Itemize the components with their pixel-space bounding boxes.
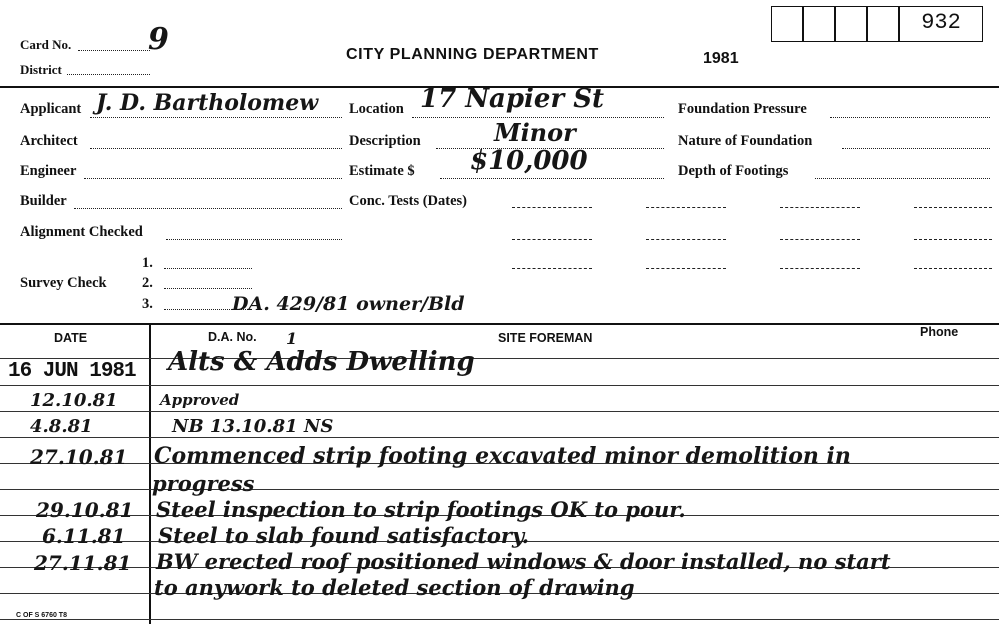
survey-item-3: 3.: [142, 296, 153, 312]
conc-test-blank: [646, 268, 726, 269]
district-label: District: [20, 62, 62, 77]
site-foreman-column-header: SITE FOREMAN: [498, 331, 593, 345]
log-rule: [0, 619, 999, 620]
log-entry-text: to anywork to deleted section of drawing: [154, 575, 635, 600]
depth-of-footings-line: [815, 178, 990, 179]
department-title: CITY PLANNING DEPARTMENT: [346, 46, 599, 63]
conc-test-blank: [780, 268, 860, 269]
foundation-pressure-label: Foundation Pressure: [678, 101, 807, 117]
card-no-label: Card No.: [20, 37, 72, 52]
number-box: [803, 6, 835, 42]
log-entry-date: 12.10.81: [30, 390, 118, 411]
log-entry-text: Approved: [160, 391, 240, 409]
conc-test-blank: [914, 207, 992, 208]
applicant-value: J. D. Bartholomew: [96, 90, 319, 116]
log-rule: [0, 358, 999, 359]
estimate-line: [440, 178, 664, 179]
description-value: Minor: [494, 118, 576, 147]
builder-label: Builder: [20, 193, 67, 209]
log-rule: [0, 411, 999, 412]
depth-of-footings-label: Depth of Footings: [678, 163, 789, 179]
log-entry-text: Steel inspection to strip footings OK to pour.: [156, 497, 686, 522]
survey-item-1: 1.: [142, 255, 153, 271]
location-value: 17 Napier St: [420, 84, 604, 114]
survey-line-2: [164, 288, 252, 289]
log-entry-text: Alts & Adds Dwelling: [168, 347, 475, 377]
engineer-line: [84, 178, 342, 179]
nature-of-foundation-line: [842, 148, 990, 149]
number-box: [835, 6, 867, 42]
log-entry-date: 6.11.81: [42, 524, 126, 548]
log-entry-text: NB 13.10.81 NS: [172, 416, 334, 437]
conc-test-blank: [512, 268, 592, 269]
card-no-line: [78, 50, 150, 51]
log-entry-date: 16 JUN 1981: [8, 360, 136, 383]
survey-item-2: 2.: [142, 275, 153, 291]
estimate-value: $10,000: [470, 146, 588, 176]
log-entry-text: Commenced strip footing excavated minor demolition in: [154, 443, 851, 469]
engineer-label: Engineer: [20, 163, 77, 179]
location-label: Location: [349, 101, 404, 117]
applicant-line: [90, 117, 342, 118]
log-entry-text: BW erected roof positioned windows & door installed, no start: [156, 549, 891, 574]
conc-test-blank: [780, 239, 860, 240]
number-box: [867, 6, 899, 42]
log-entry-date: 27.10.81: [30, 445, 128, 469]
conc-test-blank: [780, 207, 860, 208]
phone-column-header: Phone: [920, 325, 959, 339]
log-rule: [0, 437, 999, 438]
estimate-label: Estimate $: [349, 163, 415, 179]
conc-tests-label: Conc. Tests (Dates): [349, 193, 468, 209]
conc-test-blank: [646, 207, 726, 208]
architect-line: [90, 148, 342, 149]
district-line: [67, 74, 150, 75]
log-entry-text: progress: [152, 471, 255, 496]
conc-test-blank: [512, 239, 592, 240]
da-no-column-header: D.A. No.: [208, 330, 257, 344]
log-entry-text: Steel to slab found satisfactory.: [158, 523, 530, 548]
log-entry-date: 4.8.81: [30, 416, 93, 437]
form-code: C OF S 6760 T8: [16, 612, 67, 619]
conc-test-blank: [512, 207, 592, 208]
log-column-divider: [149, 324, 151, 624]
log-rule: [0, 385, 999, 386]
card-number: 932: [921, 10, 961, 35]
nature-of-foundation-label: Nature of Foundation: [678, 133, 813, 149]
conc-test-blank: [914, 239, 992, 240]
da-no-value: 1: [286, 329, 298, 348]
applicant-label: Applicant: [20, 101, 82, 117]
conc-test-blank: [646, 239, 726, 240]
builder-line: [74, 208, 342, 209]
architect-label: Architect: [20, 133, 78, 149]
alignment-label: Alignment Checked: [20, 224, 143, 240]
log-entry-date: 27.11.81: [34, 551, 132, 575]
survey-check-label: Survey Check: [20, 275, 107, 291]
date-column-header: DATE: [54, 331, 88, 345]
description-label: Description: [349, 133, 421, 149]
alignment-line: [166, 239, 342, 240]
conc-test-blank: [914, 268, 992, 269]
foundation-pressure-line: [830, 117, 990, 118]
year: 1981: [703, 50, 739, 67]
survey-3-value: DA. 429/81 owner/Bld: [232, 293, 465, 315]
log-entry-date: 29.10.81: [36, 498, 134, 522]
card-no-value: 9: [148, 22, 169, 57]
number-box: [771, 6, 803, 42]
log-rule: [0, 489, 999, 490]
survey-line-1: [164, 268, 252, 269]
